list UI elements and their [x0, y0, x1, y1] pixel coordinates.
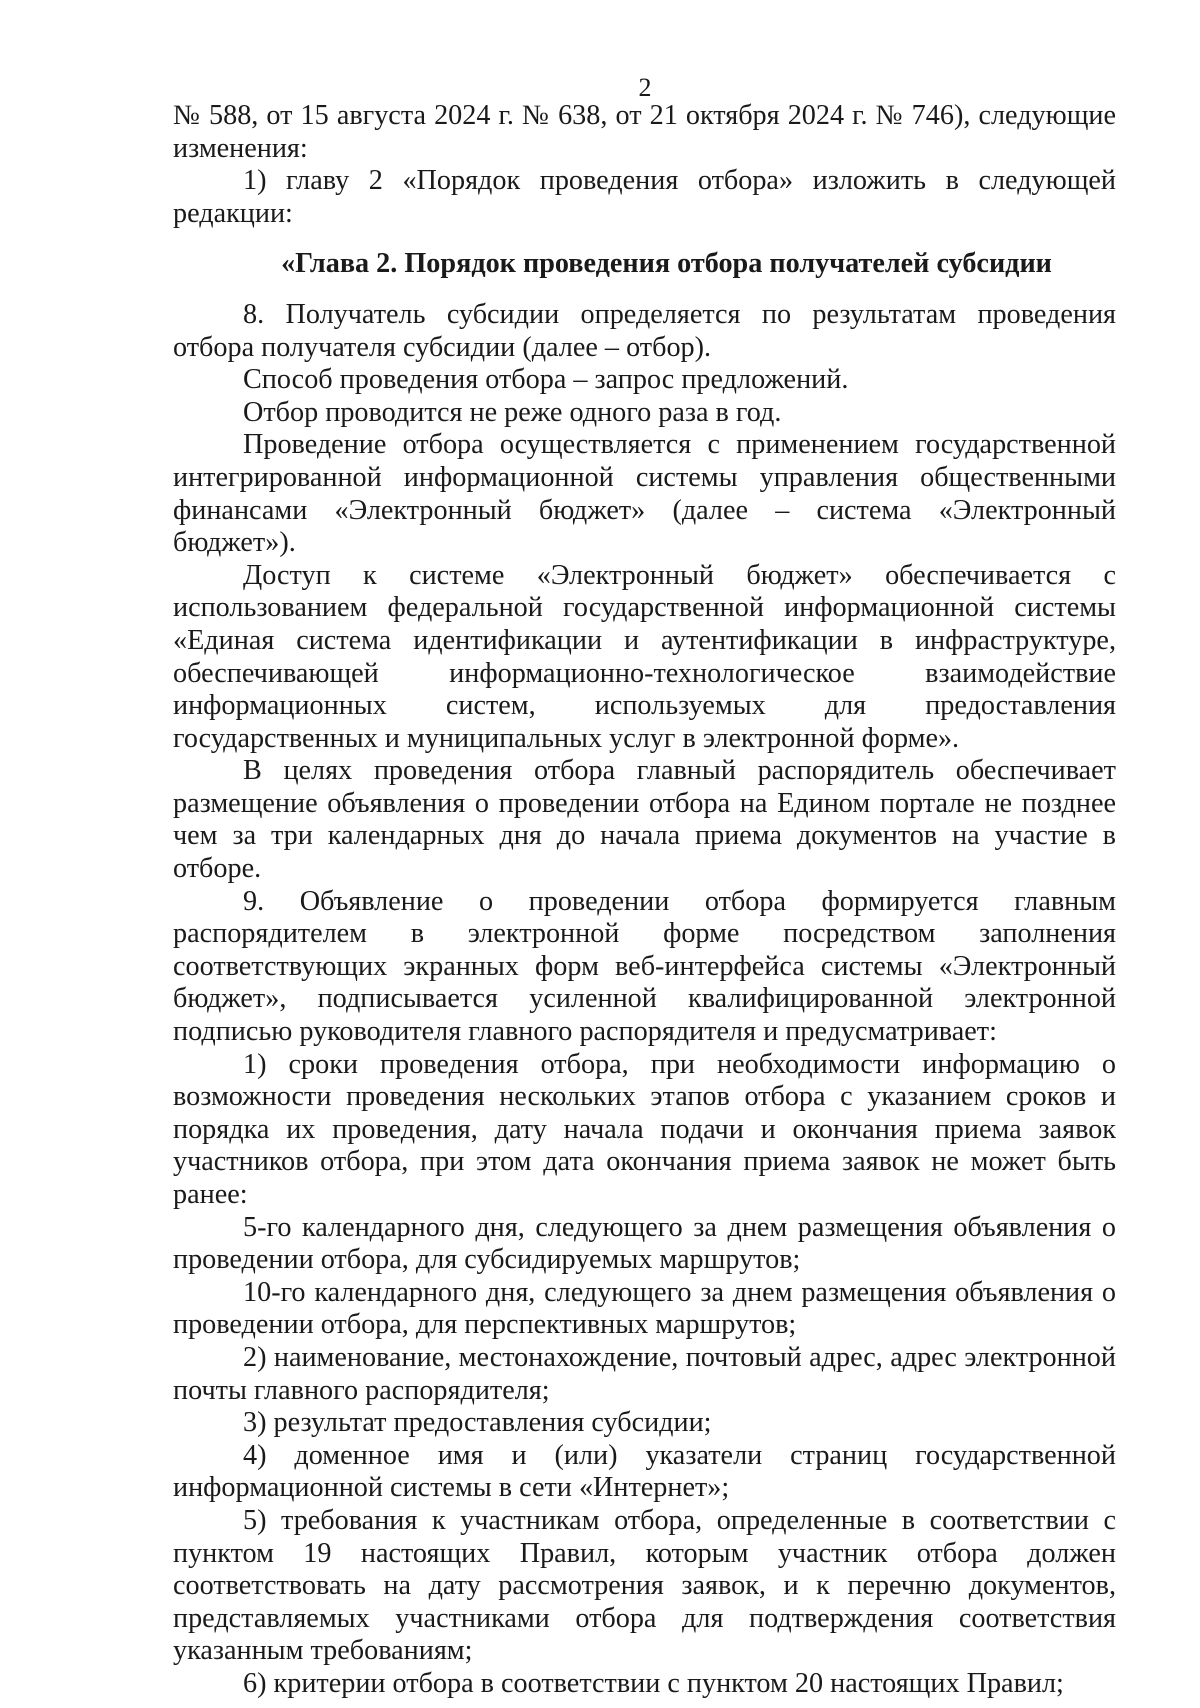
document-body — [173, 100, 1116, 1701]
list-item: 1) сроки проведения отбора, при необходимости информацию о возможности проведения нескольких этапов отбора с указанием сроков и порядка их проведения, дату начала подачи и окончания приема заявок участников отбора, при этом дата окончания приема заявок не может быть ранее: — [173, 1048, 1116, 1210]
list-item: 2) наименование, местонахождение, почтовый адрес, адрес электронной почты главного распорядителя; — [173, 1341, 1116, 1406]
list-subitem: 5-го календарного дня, следующего за днем размещения объявления о проведении отбора, для субсидируемых маршрутов; — [173, 1211, 1116, 1276]
list-item: 6) критерии отбора в соответствии с пунктом 20 настоящих Правил; — [243, 1667, 1064, 1699]
amendment-item-1: 1) главу 2 «Порядок проведения отбора» изложить в следующей редакции: — [173, 165, 1116, 229]
paragraph: Способ проведения отбора – запрос предложений. — [243, 364, 849, 396]
paragraph: Проведение отбора осуществляется с применением государственной интегрированной информационной системы управления общественными финансами «Электронный бюджет» (далее – система «Электронный бюджет»). — [173, 429, 1116, 559]
list-item: 5) требования к участникам отбора, определенные в соответствии с пунктом 19 настоящих Правил, которым участник отбора должен соответствовать на дату рассмотрения заявок, и к перечню документов, представляемых участниками отбора для подтверждения соответствия указанным требованиям; — [173, 1504, 1116, 1667]
paragraph: 8. Получатель субсидии определяется по результатам проведения отбора получателя субсидии (далее – отбор). — [173, 298, 1116, 363]
paragraph: 9. Объявление о проведении отбора формируется главным распорядителем в электронной форме посредством заполнения соответствующих экранных форм веб-интерфейса системы «Электронный бюджет», подписывается усиленной квалифицированной электронной подписью руководителя главного распорядителя и предусматривает: — [173, 885, 1116, 1048]
paragraph: В целях проведения отбора главный распорядитель обеспечивает размещение объявления о проведении отбора на Едином портале не позднее чем за три календарных дня до начала приема документов на участие в отборе. — [173, 755, 1116, 885]
list-item: 3) результат предоставления субсидии; — [243, 1407, 712, 1439]
list-item: 4) доменное имя и (или) указатели страниц государственной информационной системы в сети «Интернет»; — [173, 1439, 1116, 1504]
list-subitem: 10-го календарного дня, следующего за днем размещения объявления о проведении отбора, для перспективных маршрутов; — [173, 1276, 1116, 1341]
intro-continuation: № 588, от 15 августа 2024 г. № 638, от 21 октября 2024 г. № 746), следующие изменения: — [173, 100, 1116, 164]
paragraph: Отбор проводится не реже одного раза в год. — [243, 396, 782, 428]
page-number: 2 — [638, 73, 652, 102]
paragraph: Доступ к системе «Электронный бюджет» обеспечивается с использованием федеральной государственной информационной системы «Единая система идентификации и аутентификации в инфраструктуре, обеспечивающей информационно-технологическое взаимодействие информационных систем, используемых для предоставления государственных и муниципальных услуг в электронной форме». — [173, 559, 1116, 754]
chapter-heading: «Глава 2. Порядок проведения отбора получателей субсидии — [281, 248, 1052, 280]
